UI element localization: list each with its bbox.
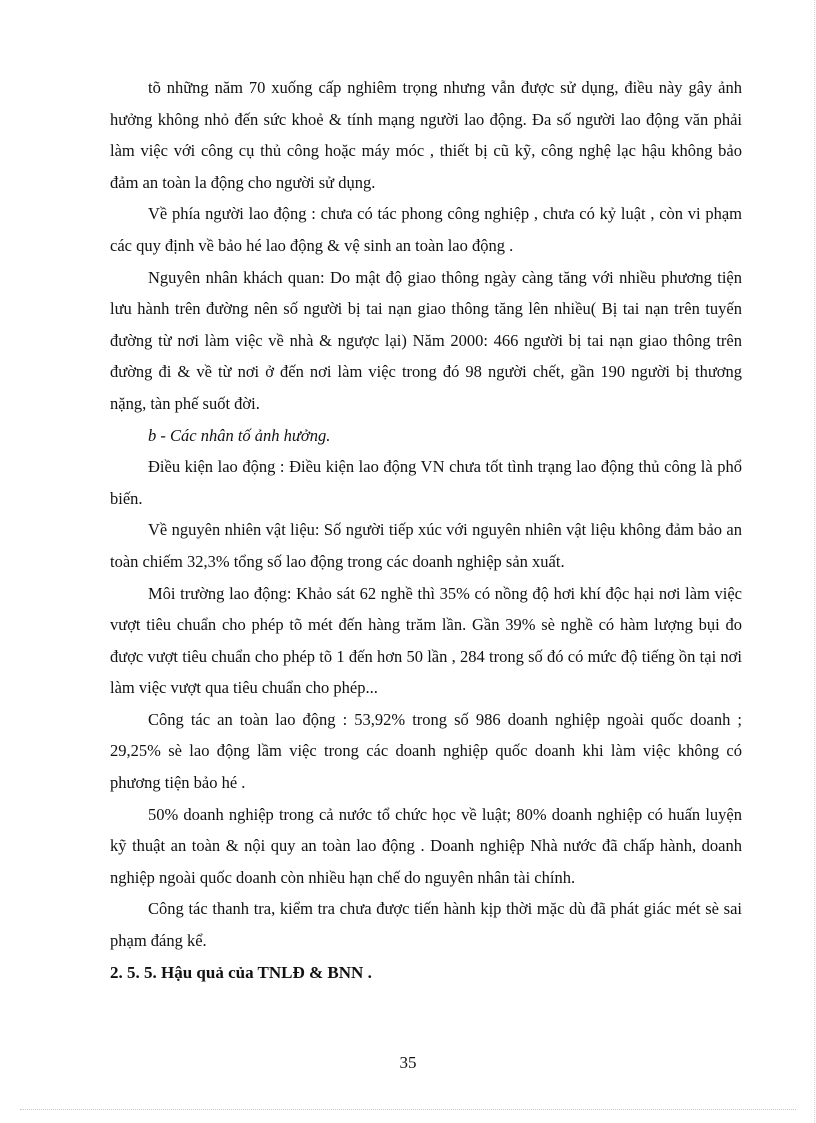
paragraph-work-environment: Môi trường lao động: Khảo sát 62 nghề thì 35% có nồng độ hơi khí độc hại nơi làm việc vượt tiêu chuẩn cho phép tõ mét đến hàng trăm lần. Gần 39% sè nghề có hàm lượng bụi đo được vượt tiêu chuẩn cho phép tõ 1 đến hơn 50 lần , 284 trong số đó có mức độ tiếng ồn tại nơi làm việc vượt qua tiêu chuẩn cho phép... xyxy=(110,583,742,698)
paragraph-objective-causes: Nguyên nhân khách quan: Do mật độ giao thông ngày càng tăng với nhiều phương tiện lưu hành trên đường nên số người bị tai nạn giao thông tăng lên nhiều( Bị tai nạn trên tuyến đường từ nơi làm việc về nhà & ngược lại) Năm 2000: 466 người bị tai nạn giao thông trên đường đi & về từ nơi ở đến nơi làm việc trong đó 98 người chết, gần 190 người bị thương nặng, tàn phế suốt đời. xyxy=(110,267,742,413)
paragraph-law-training: 50% doanh nghiệp trong cả nước tổ chức học về luật; 80% doanh nghiệp có huấn luyện kỹ thuật an toàn & nội quy an toàn lao động . Doanh nghiệp Nhà nước đã chấp hành, doanh nghiệp ngoài quốc doanh còn nhiều hạn chế do nguyên nhân tài chính. xyxy=(110,804,742,887)
page-number: 35 xyxy=(399,1053,417,1072)
body-text xyxy=(110,72,742,988)
page-edge-line xyxy=(814,0,815,1123)
paragraph-worker-side: Về phía người lao động : chưa có tác phong công nghiệp , chưa có kỷ luật , còn vi phạm các quy định về bảo hé lao động & vệ sinh an toàn lao động . xyxy=(110,204,742,255)
footer-dotted-line xyxy=(20,1109,796,1110)
section-heading: 2. 5. 5. Hậu quả của TNLĐ & BNN . xyxy=(110,962,372,982)
paragraph-inspection: Công tác thanh tra, kiểm tra chưa được tiến hành kịp thời mặc dù đã phát giác mét sè sai phạm đáng kể. xyxy=(110,899,742,951)
paragraph-safety-work: Công tác an toàn lao động : 53,92% trong số 986 doanh nghiệp ngoài quốc doanh ; 29,25% sè lao động lầm việc trong các doanh nghiệp quốc doanh khi làm việc không có phương tiện bảo hé . xyxy=(110,709,742,793)
paragraph-materials: Về nguyên nhiên vật liệu: Số người tiếp xúc với nguyên nhiên vật liệu không đảm bảo an toàn chiếm 32,3% tổng số lao động trong các doanh nghiệp sản xuất. xyxy=(110,520,742,571)
paragraph-working-conditions: Điều kiện lao động : Điều kiện lao động VN chưa tốt tình trạng lao động thủ công là phổ biến. xyxy=(110,457,742,508)
paragraph-equipment: tõ những năm 70 xuống cấp nghiêm trọng nhưng vẫn được sử dụng, điều này gây ảnh hưởng không nhỏ đến sức khoẻ & tính mạng người lao động. Đa số người lao động văn phải làm việc với công cụ thủ công hoặc máy móc , thiết bị cũ kỹ, công nghệ lạc hậu không bảo đảm an toàn la động cho người sử dụng. xyxy=(110,78,742,192)
subheading-influencing-factors: b - Các nhân tố ảnh hưởng. xyxy=(148,425,331,445)
